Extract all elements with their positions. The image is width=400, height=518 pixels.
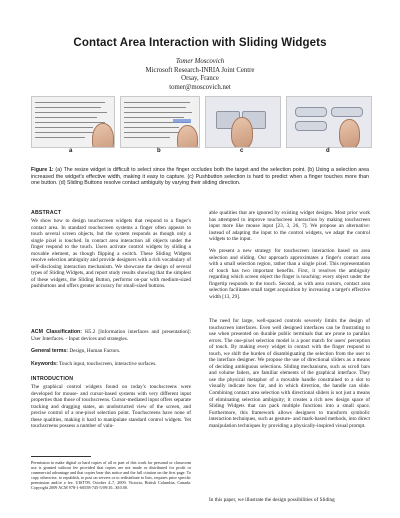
introduction-heading: INTRODUCTION xyxy=(31,376,74,382)
general-terms xyxy=(31,348,191,355)
figure-panel-d xyxy=(286,96,372,148)
finger-image xyxy=(231,117,253,148)
author-name: Tomer Moscovich xyxy=(175,58,225,65)
figure-panel-a xyxy=(31,96,115,148)
keywords-text: Touch input, touchscreen, interactive surfaces. xyxy=(57,361,157,367)
figure-panel-b xyxy=(120,96,200,148)
permission-text: Permission to make digital or hard copies of all or part of this work for personal or classroom use is granted without fee provided that copies are not made or distributed for profit or commercial advantage and that copies bear this notice and the full citation on the first page. To copy otherwise, to republish, to post on servers or to redistribute to lists, requires prior specific permission and/or a fee. UIST'09, October 4–7, 2009, Victoria, British Columbia, Canada. Copyright 2009 ACM 978-1-60558-745-5/09/10...$10.00. xyxy=(31,460,191,491)
keywords-label: Keywords: xyxy=(31,361,58,367)
caption-lead: Figure 1: xyxy=(31,167,54,173)
finger-image xyxy=(339,119,360,148)
teaser-figure xyxy=(31,96,370,156)
panel-label-b: b xyxy=(157,148,161,154)
general-terms-text: Design, Human Factors. xyxy=(68,348,121,354)
caption-text: (a) The resize widget is difficult to select since the finger occludes both the target and the selection point. (b) Using a selection area increased the widget's effective width, making it easy to capture. (c) Pushbutton selection is hard to predict when a finger touches more than one button. (d) Sliding Buttons resolve contact ambiguity by varying their sliding direction. xyxy=(31,167,370,187)
finger-image xyxy=(177,125,198,148)
right-paragraph-4: In this paper, we illustrate the design possibilities of Sliding xyxy=(209,497,335,503)
selection-highlight xyxy=(173,119,191,123)
introduction-text: The graphical control widgets found on today's touchscreens were developed for mouse- and cursor-based systems with very different input properties than those of touchscreens. Cursor-mediated input offers separate tracking and dragging states, an unobstructed view of the screen, and precise control of a one-pixel selection point. Touchscreens have none of these qualities, making it hard to manipulate standard control widgets. Yet touchscreens possess a number of valu- xyxy=(31,384,191,430)
right-paragraph-3: The need for large, well-spaced controls severely limits the design of touchscreen interfaces. Even well designed interfaces can be frustrating to use when presented on durable public terminals that are prone to parallax errors. The one-pixel selection model is a poor match for users' perception of touch. By making every widget in contact with the finger respond to touch, we shift the burden of disambiguating the selection from the user to the interface designer. We propose the use of directional sliders as a means of deciding ambiguous selections. Sliding mechanisms, such as scroll bars and volume faders, are familiar elements of the graphical interface. They use the physical metaphor of a movable handle constrained to a slot to visually indicate how far, and in which direction, the handle can slide. Combining contact area selection with directional sliders is not just a means of eliminating selection ambiguity; it creates a rich new design space of Sliding Widgets that can pack multiple functions into a small space. Furthermore, this framework allows designers to transform symbolic interaction techniques, such as gesture- and mark-based methods, into direct manipulation techniques by providing a physically-inspired visual prompt. xyxy=(209,318,370,429)
permission-notice xyxy=(31,460,191,491)
acm-classification xyxy=(31,329,191,342)
finger-image xyxy=(92,123,114,148)
panel-label-c: c xyxy=(240,148,244,154)
panel-label-a: a xyxy=(69,148,73,154)
abstract-heading: ABSTRACT xyxy=(31,210,62,216)
abstract-text: We show how to design touchscreen widgets that respond to a finger's contact area. In standard touchscreen systems a finger often appears to touch several screen objects, but the system responds as though only a single pixel is touched. In contact area interaction all objects under the finger respond to the touch. Users activate control widgets by sliding a movable element, as though flipping a switch. These Sliding Widgets resolve selection ambiguity and provide designers with a rich vocabulary of self-disclosing interaction mechanism. We showcase the design of several types of Sliding Widgets, and report study results showing that the simplest of these widgets, the Sliding Button, performs on-par with medium-sized pushbuttons and offers greater accuracy for small-sized buttons. xyxy=(31,218,191,290)
sliding-button-image xyxy=(295,121,327,131)
panel-label-d: d xyxy=(326,148,330,154)
figure-caption xyxy=(31,167,369,187)
sliding-button-image xyxy=(331,107,363,117)
general-terms-label: General terms: xyxy=(31,348,69,354)
keywords xyxy=(31,361,191,368)
author-location: Orsay, France xyxy=(181,75,219,82)
paper-title: Contact Area Interaction with Sliding Widgets xyxy=(73,37,327,49)
author-email[interactable]: tomer@moscovich.net xyxy=(169,83,231,91)
author-affiliation: Microsoft Research-INRIA Joint Centre xyxy=(145,66,255,74)
figure-panel-c xyxy=(205,96,281,148)
acm-label: ACM Classification: xyxy=(31,329,82,335)
sliding-button-image xyxy=(295,107,327,117)
right-paragraph-2: We present a new strategy for touchscreen interaction based on area selection and sliding. Our approach approximates a finger's contact area with a small selection region, rather than a single pixel. This representation of touch has two important benefits. First, it resolves the ambiguity regarding which screen object the finger is touching: every object under the fingertip responds to the touch. Second, as with area cursors, contact area selection facilitates small target acquisition by increasing a target's effective width [13, 29]. xyxy=(209,248,370,300)
right-paragraph-1: able qualities that are ignored by existing widget designs. Most prior work has attempted to improve touchscreen interaction by making touchscreen input more like mouse input [23, 3, 26, 7]. We propose an alternative: instead of adapting the input to the control widgets, we adapt the control widgets to the input. xyxy=(209,210,370,243)
acm-text: H5.2 [Information interfaces and presentation]: User Interfaces. - Input devices and strategies. xyxy=(31,329,191,342)
